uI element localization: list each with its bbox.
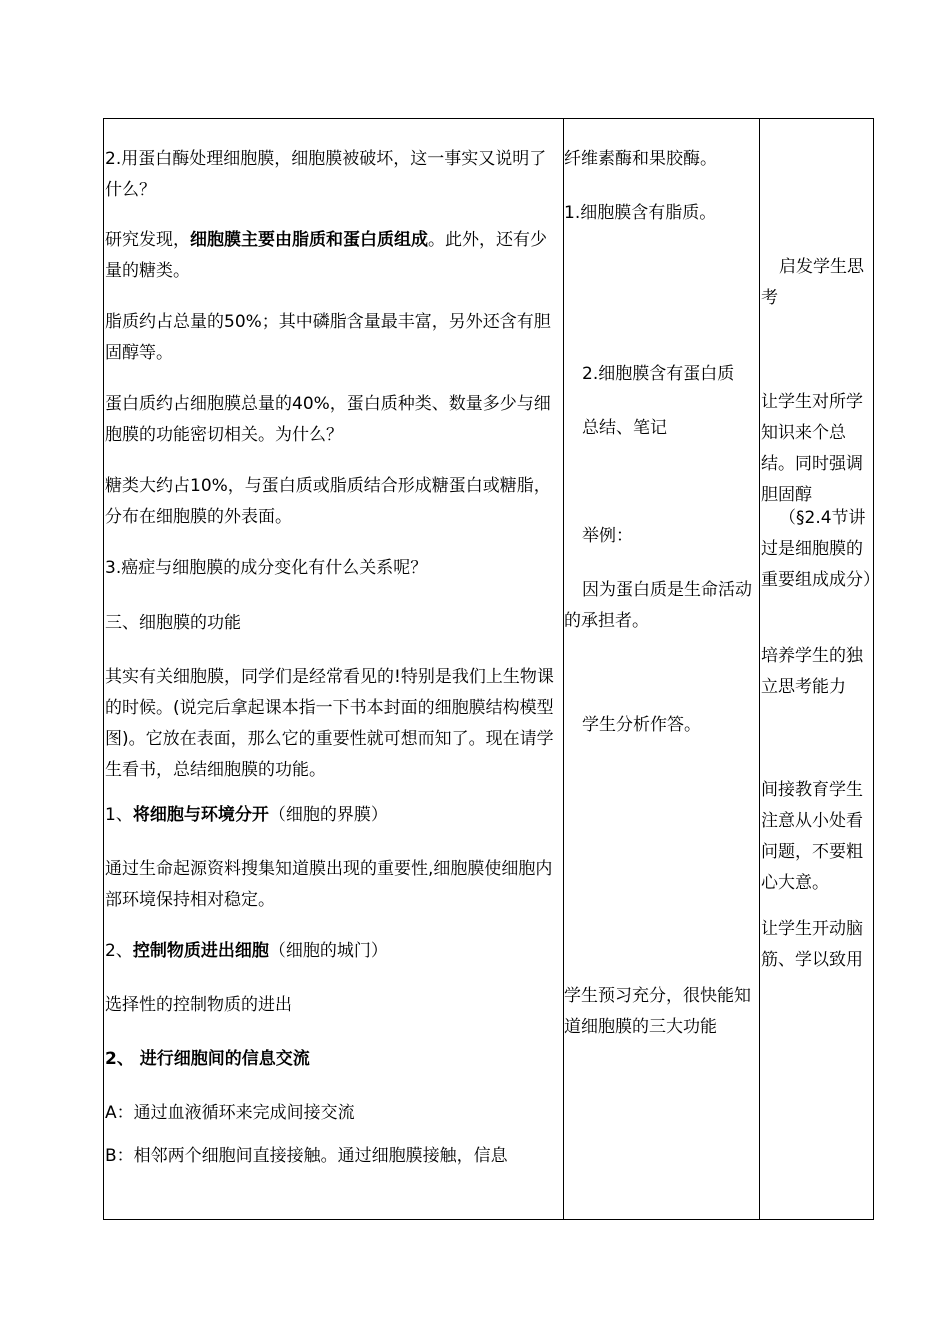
function-3-a: A：通过血液循环来完成间接交流 — [105, 1103, 355, 1123]
apply-text: 让学生开动脑筋、学以致用 — [761, 919, 863, 970]
question-2: 2.用蛋白酶处理细胞膜，细胞膜被破坏，这一事实又说明了什么？ — [105, 149, 547, 200]
function-3-b: B：相邻两个细胞间直接接触。通过细胞膜接触，信息 — [105, 1146, 508, 1166]
intro-paragraph: 其实有关细胞膜，同学们是经常看见的!特别是我们上生物课的时候。(说完后拿起课本指一下书本封面的细胞膜结构模型图)。它放在表面，那么它的重要性就可想而知了。现在请学生看书，总结细胞膜的功能。 — [105, 667, 554, 780]
enzymes-text: 纤维素酶和果胶酶。 — [564, 149, 717, 169]
section-heading: 三、细胞膜的功能 — [105, 613, 241, 633]
protein-paragraph: 蛋白质约占细胞膜总量的40%，蛋白质种类、数量多少与细胞膜的功能密切相关。为什么？ — [105, 394, 551, 445]
lipid-paragraph: 脂质约占总量的50%；其中磷脂含量最丰富，另外还含有胆固醇等。 — [105, 312, 551, 363]
lesson-table — [103, 118, 880, 1220]
cholesterol-note: （§2.4节讲过是细胞膜的重要组成成分） — [761, 508, 880, 590]
inspire-text: 启发学生思考 — [761, 257, 864, 308]
answer-1: 1.细胞膜含有脂质。 — [564, 203, 717, 223]
function-1-desc: 通过生命起源资料搜集知道膜出现的重要性,细胞膜使细胞内部环境保持相对稳定。 — [105, 859, 553, 910]
review-text: 让学生对所学知识来个总结。同时强调胆固醇 — [761, 392, 863, 505]
student-activity-column — [563, 119, 759, 1219]
analyze-text: 学生分析作答。 — [582, 715, 701, 735]
independent-text: 培养学生的独立思考能力 — [761, 646, 863, 697]
design-intent-column — [759, 119, 880, 1219]
answer-2: 2.细胞膜含有蛋白质 — [582, 364, 735, 384]
function-2-heading: 2、控制物质进出细胞（细胞的城门） — [105, 941, 388, 961]
reason-text: 因为蛋白质是生命活动的承担者。 — [564, 580, 752, 631]
question-3: 3.癌症与细胞膜的成分变化有什么关系呢？ — [105, 558, 428, 578]
finding-paragraph: 研究发现，细胞膜主要由脂质和蛋白质组成。此外，还有少量的糖类。 — [105, 230, 547, 281]
preview-text: 学生预习充分，很快能知道细胞膜的三大功能 — [564, 986, 751, 1037]
teacher-activity-column — [104, 119, 563, 1219]
example-text: 举例： — [582, 526, 633, 546]
function-1-heading: 1、将细胞与环境分开（细胞的界膜） — [105, 805, 388, 825]
summary-text: 总结、笔记 — [582, 418, 667, 438]
indirect-text: 间接教育学生注意从小处看问题，不要粗心大意。 — [761, 780, 863, 893]
sugar-paragraph: 糖类大约占10%，与蛋白质或脂质结合形成糖蛋白或糖脂，分布在细胞膜的外表面。 — [105, 476, 551, 527]
function-2-desc: 选择性的控制物质的进出 — [105, 995, 292, 1015]
function-3-heading: 2、 进行细胞间的信息交流 — [105, 1049, 310, 1069]
